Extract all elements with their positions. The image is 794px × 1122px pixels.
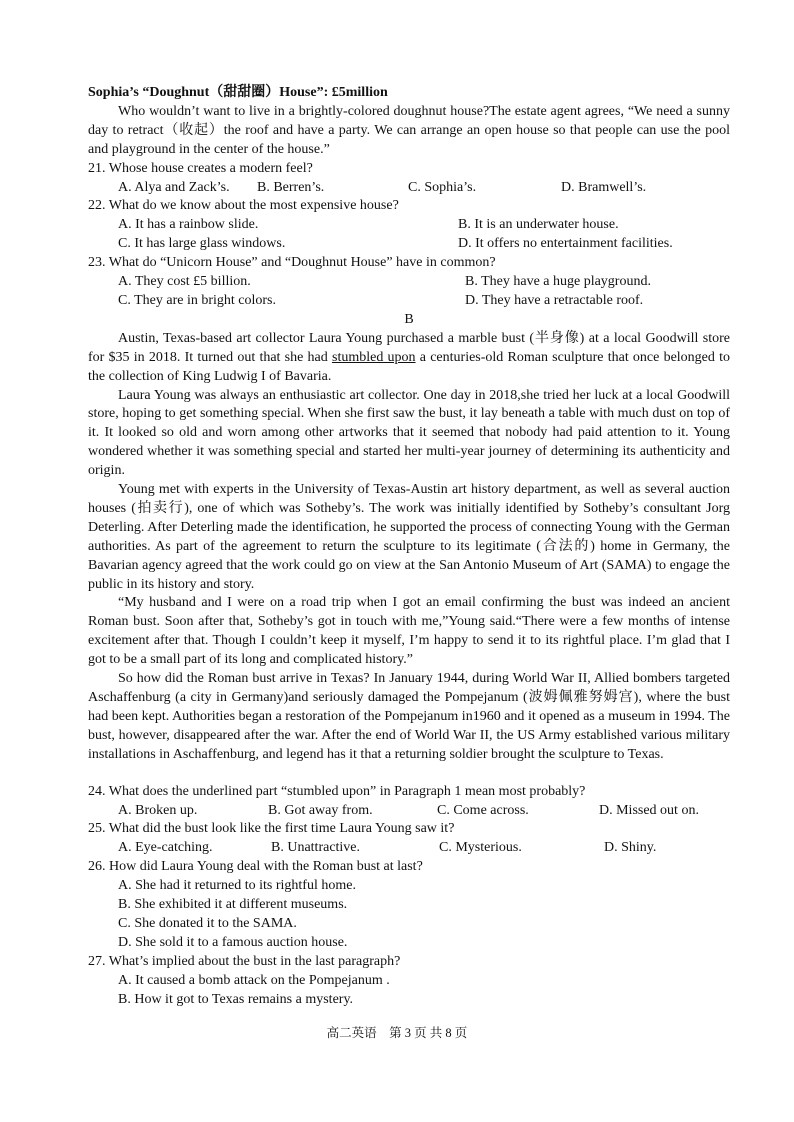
options-23-row2 (88, 292, 730, 311)
options-24 (88, 802, 730, 821)
options-25 (88, 839, 730, 858)
exam-page (88, 84, 730, 1010)
p1-text-after: a centuries-old Roman sculpture that once belonged to the collection of King Ludwig I of Bavaria. (88, 349, 731, 384)
option-23c: C. They are in bright colors. (118, 292, 276, 308)
option-22c: C. It has large glass windows. (118, 236, 286, 252)
option-24d: D. Missed out on. (599, 802, 699, 818)
option-22a: A. It has a rainbow slide. (118, 217, 259, 233)
option-26a: A. She had it returned to its rightful home. (118, 878, 356, 894)
question-27: 27. What’s implied about the bust in the last paragraph? (88, 953, 401, 969)
option-22b: B. It is an underwater house. (458, 217, 619, 233)
option-27b: B. How it got to Texas remains a mystery. (118, 991, 354, 1007)
question-24: 24. What does the underlined part “stumbled upon” in Paragraph 1 mean most probably? (88, 783, 586, 799)
passage-title: Sophia’s “Doughnut（甜甜圈）House”: £5million (88, 85, 388, 100)
option-25c: C. Mysterious. (439, 840, 522, 856)
passage-b-paragraph-3: Young met with experts in the University of Texas-Austin art history department, as well as several auction houses (拍卖行), one of which was Sotheby’s. The work was initially identified by Sotheby’s consultant Jorg Deterling. After Deterling made the identification, he supported the process of connecting Young with the German authorities. As part of the agreement to return the sculpture to its legitimate (合法的) home in Germany, the Bavarian agency agreed that the work could go on view at the San Antonio Museum of Art (SAMA) to engage the public in its history and story. (88, 482, 730, 592)
spacer (88, 765, 730, 783)
passage-b-paragraph-1 (88, 330, 730, 387)
question-23: 23. What do “Unicorn House” and “Doughnut House” have in common? (88, 255, 496, 271)
section-b-label: B (404, 311, 414, 327)
page-footer: 高二英语 第 3 页 共 8 页 (326, 1026, 468, 1040)
passage-a-paragraph: Who wouldn’t want to live in a brightly-colored doughnut house?The estate agent agrees, “We need a sunny day to retract（收起）the roof and have a party. We can arrange an open house so that people can use the pool and playground in the center of the house.” (88, 103, 730, 157)
option-22d: D. It offers no entertainment facilities. (458, 236, 673, 252)
option-23d: D. They have a retractable roof. (465, 292, 644, 308)
option-21b: B. Berren’s. (257, 179, 325, 195)
underlined-phrase: stumbled upon (332, 349, 416, 365)
question-21: 21. Whose house creates a modern feel? (88, 160, 313, 176)
options-23-row1 (88, 273, 730, 292)
question-22: 22. What do we know about the most expensive house? (88, 198, 399, 214)
option-26c: C. She donated it to the SAMA. (118, 915, 297, 931)
option-25a: A. Eye-catching. (118, 840, 213, 856)
option-21c: C. Sophia’s. (408, 179, 477, 195)
option-24a: A. Broken up. (118, 802, 198, 818)
question-25: 25. What did the bust look like the first time Laura Young saw it? (88, 821, 455, 837)
option-21a: A. Alya and Zack’s. (118, 179, 230, 195)
option-26b: B. She exhibited it at different museums. (118, 897, 348, 913)
option-24b: B. Got away from. (268, 802, 373, 818)
option-21d: D. Bramwell’s. (561, 179, 647, 195)
passage-b-paragraph-2: Laura Young was always an enthusiastic art collector. One day in 2018,she tried her luck at a local Goodwill store, hoping to get something special. When she first saw the bust, it lay beneath a table with much dust on top of it. It looked so old and worn among other artworks that it seemed that nobody had paid attention to it. Young wondered whether it was something special and started her multi-year journey of determining its authenticity and origin. (88, 387, 730, 479)
passage-b-paragraph-4: “My husband and I were on a road trip when I got an email confirming the bust was indeed an ancient Roman bust. Soon after that, Sotheby’s got in touch with me,”Young said.“There were a few months of intense excitement after that. Though I couldn’t keep it myself, I’m happy to send it to its rightful place. I’m glad that I got to be a small part of its long and complicated history.” (88, 595, 730, 668)
passage-b-paragraph-5: So how did the Roman bust arrive in Texas? In January 1944, during World War II, Allied bombers targeted Aschaffenburg (a city in Germany)and seriously damaged the Pompejanum (波姆佩雅努姆宫), where the bust had been kept. Authorities began a restoration of the Pompejanum in1960 and it opened as a museum in 1994. The bust, however, disappeared after the war. After the end of World War II, the US Army established various military installations in Aschaffenburg, and legend has it that a returning soldier brought the sculpture to Texas. (88, 671, 730, 762)
option-27a: A. It caused a bomb attack on the Pompejanum . (118, 972, 390, 988)
option-24c: C. Come across. (437, 802, 529, 818)
p1-text-before: Austin, Texas-based art collector Laura Young purchased a marble bust (半身像) at a local Goodwill store for $35 in 2018. It turned out that she had (88, 330, 730, 365)
option-23b: B. They have a huge playground. (465, 274, 651, 290)
option-23a: A. They cost £5 billion. (118, 274, 251, 290)
options-22-row2 (88, 235, 730, 254)
options-22-row1 (88, 216, 730, 235)
question-26: 26. How did Laura Young deal with the Roman bust at last? (88, 859, 423, 875)
option-25b: B. Unattractive. (271, 840, 361, 856)
option-25d: D. Shiny. (604, 840, 657, 856)
options-21 (88, 179, 730, 198)
option-26d: D. She sold it to a famous auction house. (118, 934, 348, 950)
